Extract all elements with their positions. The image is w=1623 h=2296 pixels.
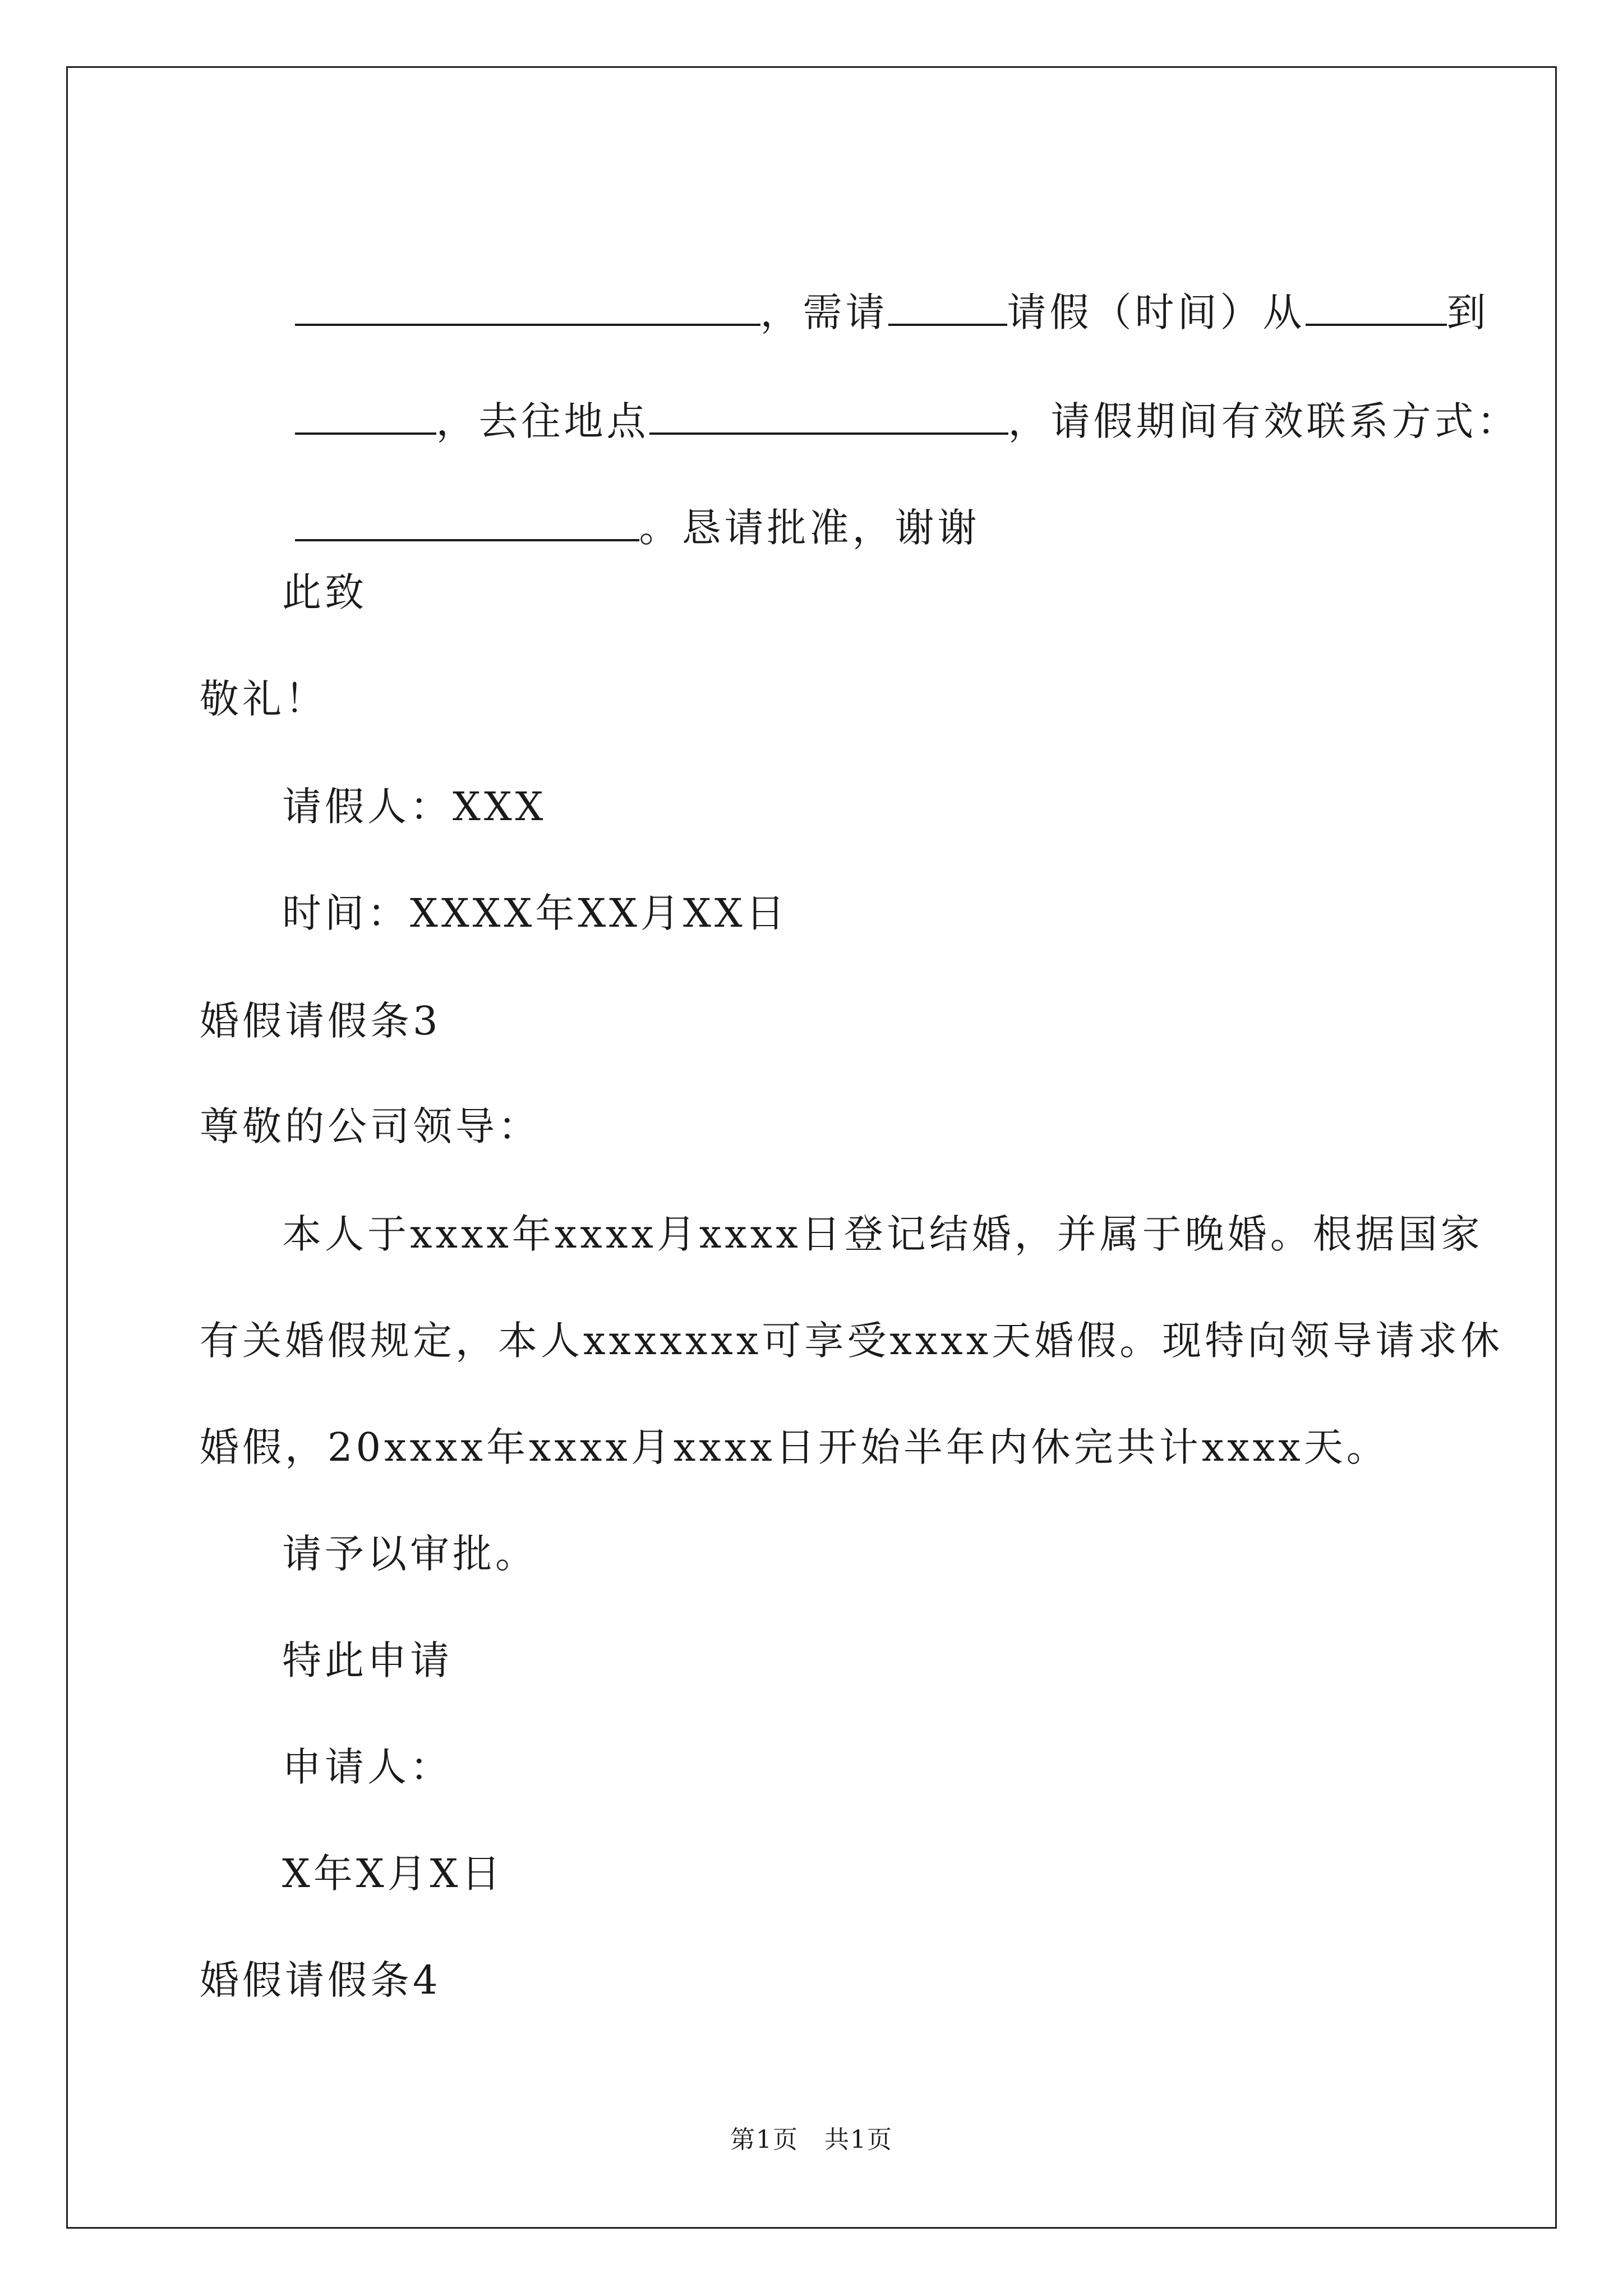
text-destination: ，去往地点: [436, 398, 649, 444]
blank-field-from: [1306, 291, 1447, 326]
sign-date-line: X年X月X日: [282, 1851, 504, 1897]
paragraph-line-3: 婚假，20xxxx年xxxx月xxxx日开始半年内休完共计xxxx天。: [200, 1424, 1389, 1470]
blank-field-days: [888, 291, 1007, 326]
closing-salute: 敬礼！: [200, 676, 328, 722]
blank-field-destination: [649, 400, 1008, 435]
paragraph-line-1: 本人于xxxx年xxxx月xxxx日登记结婚，并属于晚婚。根据国家: [282, 1211, 1483, 1257]
text-leave-time-from: 请假（时间）从: [1007, 289, 1306, 335]
applicant-line: 请假人：XXX: [282, 784, 547, 830]
salutation: 尊敬的公司领导：: [200, 1103, 541, 1149]
text-to: 到: [1446, 289, 1490, 335]
blank-field-contact: [295, 507, 639, 541]
document-body: [68, 68, 1555, 2227]
blank-field-reason: [295, 291, 760, 326]
text-need-request: ，需请: [760, 289, 888, 335]
paragraph-line-2: 有关婚假规定，本人xxxxxxx可享受xxxx天婚假。现特向领导请求休: [200, 1318, 1504, 1364]
date-line: 时间：XXXX年XX月XX日: [282, 890, 789, 936]
section-title-4: 婚假请假条4: [200, 1957, 441, 2003]
form-line-1: [200, 252, 1490, 371]
text-please-approve: 。恳请批准，谢谢: [639, 505, 980, 551]
special-line: 特此申请: [282, 1637, 453, 1683]
blank-field-to: [295, 400, 436, 435]
section-title-3: 婚假请假条3: [200, 998, 441, 1044]
request-line: 请予以审批。: [282, 1531, 538, 1577]
signer-line: 申请人：: [282, 1744, 453, 1790]
closing-respect: 此致: [282, 569, 367, 615]
text-contact: ，请假期间有效联系方式：: [1008, 398, 1520, 444]
page-frame: [66, 66, 1557, 2229]
page-footer: 第1页 共1页: [730, 2125, 893, 2154]
form-line-2: [200, 361, 1520, 480]
